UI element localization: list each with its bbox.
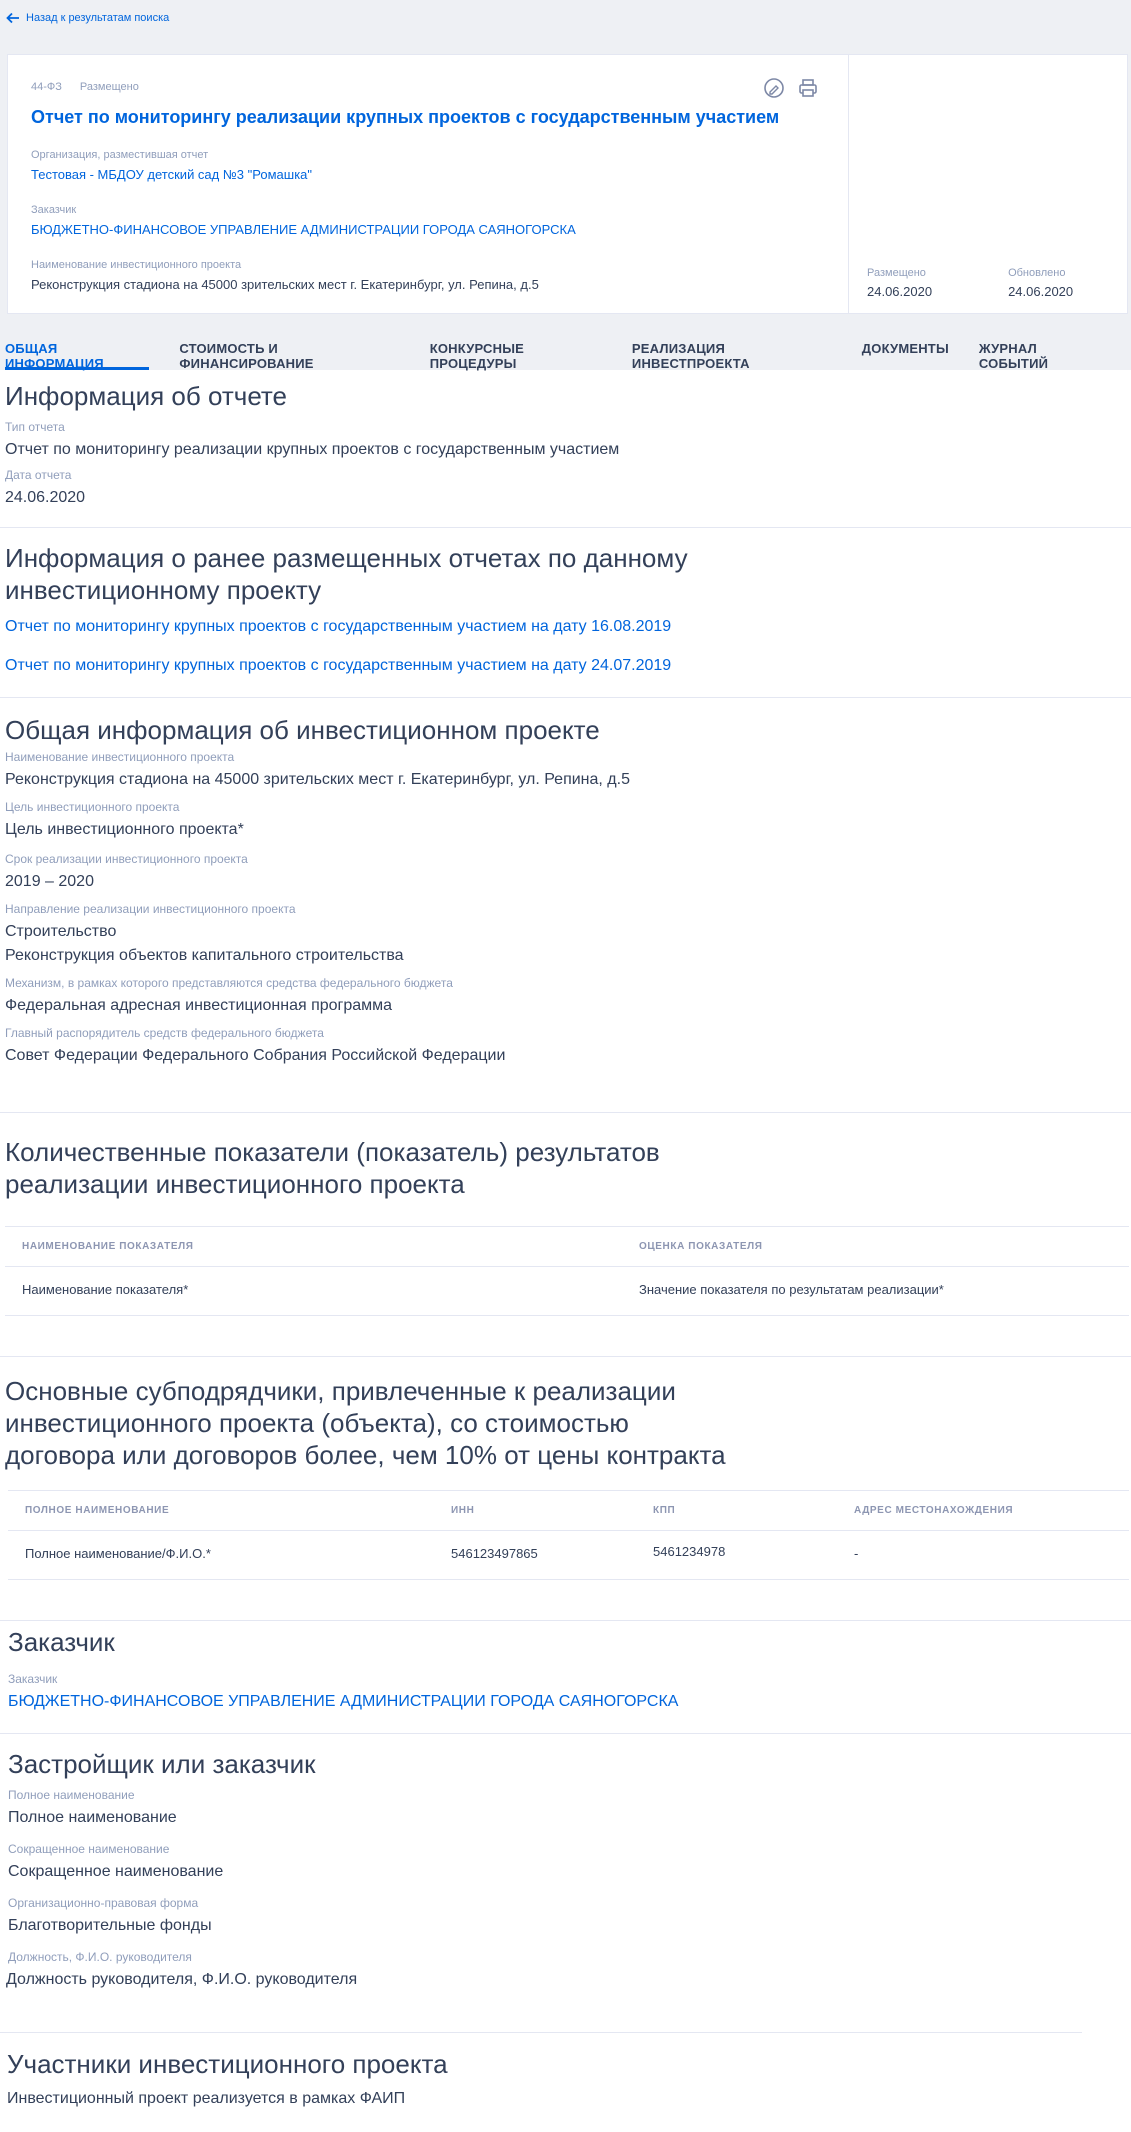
project-name-label: Наименование инвестиционного проекта bbox=[5, 750, 235, 764]
developer-full-name-value: Полное наименование bbox=[8, 1809, 177, 1826]
developer-short-name-value: Сокращенное наименование bbox=[8, 1863, 224, 1880]
page-title[interactable]: Отчет по мониторингу реализации крупных проектов с государственным участием bbox=[31, 107, 780, 127]
developer-short-name-label: Сокращенное наименование bbox=[8, 1842, 170, 1856]
funding-mechanism-label: Механизм, в рамках которого представляются средства федерального бюджета bbox=[5, 976, 453, 990]
updated-label: Обновлено bbox=[1008, 267, 1066, 279]
print-icon[interactable] bbox=[797, 77, 819, 99]
indicators-heading-2: реализации инвестиционного проекта bbox=[5, 1169, 465, 1199]
divider bbox=[0, 1733, 1131, 1734]
posted-date: 24.06.2020 bbox=[867, 284, 933, 299]
developer-full-name-label: Полное наименование bbox=[8, 1788, 135, 1802]
project-value: Реконструкция стадиона на 45000 зрительских мест г. Екатеринбург, ул. Репина, д.5 bbox=[31, 277, 539, 292]
project-goal-field bbox=[5, 800, 1131, 842]
project-name-value: Реконструкция стадиона на 45000 зрительских мест г. Екатеринбург, ул. Репина, д.5 bbox=[5, 771, 630, 788]
budget-manager-field bbox=[5, 1026, 1131, 1068]
tab-procurements[interactable]: КОНКУРСНЫЕ ПРОЦЕДУРЫ bbox=[429, 341, 525, 371]
tab-documents[interactable]: ДОКУМЕНТЫ bbox=[861, 341, 949, 356]
report-date-label: Дата отчета bbox=[5, 468, 72, 482]
subcontractor-inn-cell: 546123497865 bbox=[451, 1546, 538, 1561]
customer-field bbox=[31, 204, 576, 237]
card-main bbox=[8, 55, 848, 313]
dates-row bbox=[867, 267, 1073, 301]
tab-implementation[interactable]: РЕАЛИЗАЦИЯ ИНВЕСТПРОЕКТА bbox=[631, 341, 750, 371]
posted-label: Размещено bbox=[867, 267, 926, 279]
column-header: ИНН bbox=[451, 1505, 475, 1516]
developer-full-name-field bbox=[8, 1788, 1131, 1830]
divider bbox=[0, 1112, 1131, 1113]
previous-report-link[interactable]: Отчет по мониторингу крупных проектов с государственным участием на дату 16.08.2019 bbox=[5, 618, 672, 635]
report-card bbox=[7, 54, 1128, 314]
table-row bbox=[5, 1267, 1129, 1315]
org-link[interactable]: Тестовая - МБДОУ детский сад №3 "Ромашка" bbox=[31, 167, 313, 182]
budget-manager-label: Главный распорядитель средств федерального бюджета bbox=[5, 1026, 324, 1040]
tab-event-log[interactable]: ЖУРНАЛ СОБЫТИЙ bbox=[978, 341, 1049, 371]
project-goal-label: Цель инвестиционного проекта bbox=[5, 800, 180, 814]
developer-head-label: Должность, Ф.И.О. руководителя bbox=[8, 1950, 192, 1964]
subcontractor-name-cell: Полное наименование/Ф.И.О.* bbox=[25, 1546, 211, 1561]
divider bbox=[0, 1356, 1131, 1357]
funding-mechanism-value: Федеральная адресная инвестиционная программа bbox=[5, 997, 393, 1014]
previous-reports-section bbox=[5, 542, 1131, 675]
project-direction-value: Строительство bbox=[5, 923, 117, 940]
previous-reports-heading-2: инвестиционному проекту bbox=[5, 575, 322, 605]
customer-label: Заказчик bbox=[31, 204, 77, 216]
report-info-section bbox=[5, 380, 1131, 510]
table-header bbox=[5, 1227, 1129, 1267]
subcontractors-heading-3: договора или договоров более, чем 10% от цены контракта bbox=[5, 1440, 726, 1470]
org-label: Организация, разместившая отчет bbox=[31, 149, 209, 161]
report-date-value: 24.06.2020 bbox=[5, 489, 86, 506]
participants-heading: Участники инвестиционного проекта bbox=[7, 2049, 448, 2079]
table-row bbox=[8, 1531, 1129, 1579]
table-header bbox=[8, 1491, 1129, 1531]
customer-field bbox=[8, 1672, 1131, 1714]
column-header: НАИМЕНОВАНИЕ ПОКАЗАТЕЛЯ bbox=[22, 1241, 194, 1252]
developer-short-name-field bbox=[8, 1842, 1131, 1884]
project-direction-value: Реконструкция объектов капитального строительства bbox=[5, 947, 404, 964]
developer-head-field bbox=[8, 1950, 1131, 1992]
participants-section bbox=[7, 2048, 1131, 2108]
back-to-results-link[interactable] bbox=[6, 11, 169, 25]
signature-icon[interactable] bbox=[763, 77, 785, 99]
project-field bbox=[31, 259, 539, 292]
developer-head-value: Должность руководителя, Ф.И.О. руководителя bbox=[6, 1971, 358, 1988]
report-date-field bbox=[5, 468, 1131, 510]
tab-cost-financing[interactable]: СТОИМОСТЬ И ФИНАНСИРОВАНИЕ bbox=[179, 341, 314, 371]
indicators-table bbox=[5, 1226, 1129, 1316]
subcontractors-section bbox=[5, 1375, 1131, 1471]
subcontractors-heading-1: Основные субподрядчики, привлеченные к реализации bbox=[5, 1376, 676, 1406]
column-header: ОЦЕНКА ПОКАЗАТЕЛЯ bbox=[639, 1241, 763, 1252]
subcontractors-heading-2: инвестиционного проекта (объекта), со стоимостью bbox=[5, 1408, 629, 1438]
project-term-field bbox=[5, 852, 1131, 894]
card-dates bbox=[848, 55, 1128, 313]
posted-date-block bbox=[867, 267, 932, 301]
column-header: АДРЕС МЕСТОНАХОЖДЕНИЯ bbox=[854, 1505, 1014, 1516]
indicator-value-cell: Значение показателя по результатам реализации* bbox=[639, 1282, 944, 1297]
divider bbox=[0, 1620, 1131, 1621]
project-term-value: 2019 – 2020 bbox=[5, 873, 94, 890]
meta-row bbox=[31, 81, 139, 93]
report-type-label: Тип отчета bbox=[5, 420, 65, 434]
divider bbox=[0, 527, 1131, 528]
arrow-left-icon bbox=[6, 11, 20, 25]
column-header: ПОЛНОЕ НАИМЕНОВАНИЕ bbox=[25, 1505, 170, 1516]
funding-mechanism-field bbox=[5, 976, 1131, 1018]
indicator-name-cell: Наименование показателя* bbox=[22, 1282, 189, 1297]
indicators-heading-1: Количественные показатели (показатель) результатов bbox=[5, 1137, 660, 1167]
subcontractors-table bbox=[8, 1490, 1129, 1580]
law-badge: 44-ФЗ bbox=[31, 81, 62, 93]
participants-text: Инвестиционный проект реализуется в рамках ФАИП bbox=[7, 2090, 406, 2107]
budget-manager-value: Совет Федерации Федерального Собрания Российской Федерации bbox=[5, 1047, 506, 1064]
customer-heading: Заказчик bbox=[8, 1627, 115, 1657]
project-goal-value: Цель инвестиционного проекта* bbox=[5, 821, 244, 838]
tab-bar bbox=[0, 328, 1131, 370]
divider bbox=[0, 2032, 1082, 2033]
customer-label: Заказчик bbox=[8, 1672, 58, 1686]
report-type-value: Отчет по мониторингу реализации крупных проектов с государственным участием bbox=[5, 441, 620, 458]
report-type-field bbox=[5, 420, 1131, 462]
previous-reports-heading-1: Информация о ранее размещенных отчетах по данному bbox=[5, 543, 688, 573]
indicators-section bbox=[5, 1136, 1131, 1200]
customer-section bbox=[8, 1626, 1131, 1714]
project-term-label: Срок реализации инвестиционного проекта bbox=[5, 852, 248, 866]
developer-section bbox=[8, 1748, 1131, 1992]
developer-legal-form-label: Организационно-правовая форма bbox=[8, 1896, 199, 1910]
project-direction-label: Направление реализации инвестиционного проекта bbox=[5, 902, 296, 916]
subcontractor-address-cell: - bbox=[854, 1546, 859, 1561]
updated-date-block bbox=[1008, 267, 1073, 301]
report-info-heading: Информация об отчете bbox=[5, 381, 288, 411]
customer-link[interactable]: БЮДЖЕТНО-ФИНАНСОВОЕ УПРАВЛЕНИЕ АДМИНИСТРАЦИИ ГОРОДА САЯНОГОРСКА bbox=[31, 222, 576, 237]
previous-report-link[interactable]: Отчет по мониторингу крупных проектов с государственным участием на дату 24.07.2019 bbox=[5, 657, 672, 674]
column-header: КПП bbox=[653, 1505, 676, 1516]
updated-date: 24.06.2020 bbox=[1008, 284, 1074, 299]
developer-legal-form-field bbox=[8, 1896, 1131, 1938]
general-info-section bbox=[5, 714, 1131, 1068]
tab-general-info[interactable]: ОБЩАЯ ИНФОРМАЦИЯ bbox=[5, 328, 149, 370]
project-direction-field bbox=[5, 902, 1131, 968]
project-label: Наименование инвестиционного проекта bbox=[31, 259, 242, 271]
developer-heading: Застройщик или заказчик bbox=[8, 1749, 316, 1779]
developer-legal-form-value: Благотворительные фонды bbox=[8, 1917, 212, 1934]
card-actions bbox=[763, 77, 819, 99]
project-name-field bbox=[5, 750, 1131, 792]
general-info-heading: Общая информация об инвестиционном проекте bbox=[5, 715, 600, 745]
back-link-label: Назад к результатам поиска bbox=[26, 12, 170, 24]
org-field bbox=[31, 149, 312, 182]
status-badge: Размещено bbox=[79, 81, 139, 93]
subcontractor-kpp-cell: 5461234978 bbox=[653, 1544, 726, 1559]
customer-link[interactable]: БЮДЖЕТНО-ФИНАНСОВОЕ УПРАВЛЕНИЕ АДМИНИСТРАЦИИ ГОРОДА САЯНОГОРСКА bbox=[8, 1693, 679, 1710]
divider bbox=[0, 697, 1131, 698]
